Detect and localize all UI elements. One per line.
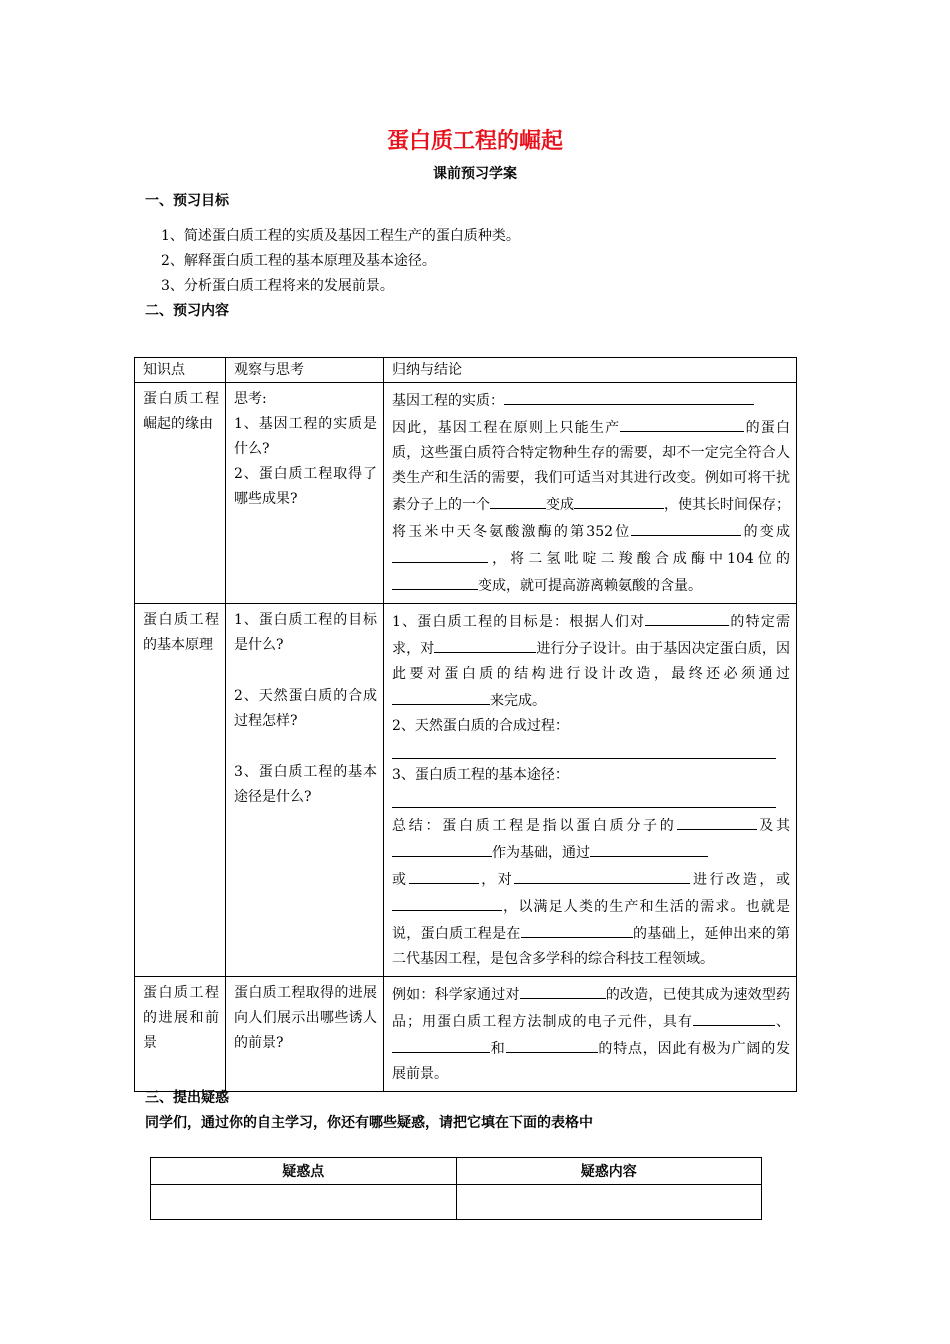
fill-blank[interactable] (434, 635, 536, 653)
fill-blank[interactable] (693, 1008, 775, 1026)
fill-blank[interactable] (392, 1035, 490, 1053)
table-row (135, 977, 797, 1092)
goal-item: 1、简述蛋白质工程的实质及基因工程生产的蛋白质种类。 (161, 228, 520, 244)
section-heading-content: 二、预习内容 (145, 303, 229, 319)
table-row (135, 604, 797, 977)
fill-blank[interactable] (631, 518, 741, 536)
fill-blank[interactable] (521, 920, 633, 938)
fill-blank[interactable] (574, 491, 664, 509)
fill-line[interactable] (392, 790, 776, 808)
fill-blank[interactable] (392, 839, 492, 857)
fill-blank[interactable] (645, 608, 729, 626)
topic-cell: 蛋白质工程崛起的缘由 (135, 383, 226, 604)
topic-cell: 蛋白质工程的进展和前景 (135, 977, 226, 1092)
fill-blank[interactable] (504, 387, 754, 405)
conclusion-cell: 例如：科学家通过对 的改造，已使其成为速效型药品；用蛋白质工程方法制成的电子元件，具有 、和 的特点，因此有极为广阔的发展前景。 (384, 977, 797, 1092)
fill-blank[interactable] (409, 866, 479, 884)
table-header-row (151, 1158, 762, 1185)
think-cell (226, 383, 384, 604)
document-subtitle: 课前预习学案 (433, 166, 517, 182)
goal-item: 3、分析蛋白质工程将来的发展前景。 (161, 278, 394, 294)
fill-line[interactable] (392, 741, 776, 759)
think-question: 3、蛋白质工程的基本途径是什么? (234, 764, 377, 805)
document-title: 蛋白质工程的崛起 (386, 129, 563, 154)
think-cell: 蛋白质工程取得的进展向人们展示出哪些诱人的前景? (226, 977, 384, 1092)
fill-blank[interactable] (520, 981, 606, 999)
section-heading-goals: 一、预习目标 (145, 193, 229, 209)
goal-item: 2、解释蛋白质工程的基本原理及基本途径。 (161, 253, 436, 269)
question-point-cell[interactable] (151, 1185, 457, 1220)
table-row (151, 1185, 762, 1220)
think-question: 2、天然蛋白质的合成过程怎样? (234, 688, 377, 729)
header-question-point: 疑惑点 (151, 1158, 457, 1185)
section-heading-questions: 三、提出疑惑 (145, 1090, 229, 1106)
think-cell (226, 604, 384, 977)
fill-blank[interactable] (490, 491, 546, 509)
fill-blank[interactable] (506, 1035, 598, 1053)
fill-blank[interactable] (620, 414, 744, 432)
think-title: 思考: (234, 391, 267, 407)
conclusion-cell: 1、蛋白质工程的目标是：根据人们对 的特定需求，对 进行分子设计。由于基因决定蛋白质，因此要对蛋白质的结构进行设计改造，最终还必须通过来完成。 2、天然蛋白质的合成过程： 3、蛋白质工程的基本途径： 总结：蛋白质工程是指以蛋白质分子的 及其作为基础，通过 或 ，对 进行改造，或，以满足人类的生产和生活的需求。也就是说，蛋白质工程是在 的基础上，延伸出来的第二代基因工程，是包含多学科的综合科技工程领域。 (384, 604, 797, 977)
table-row (135, 383, 797, 604)
think-question: 1、基因工程的实质是什么? (234, 416, 377, 457)
fill-blank[interactable] (514, 866, 690, 884)
question-content-cell[interactable] (456, 1185, 762, 1220)
questions-table (150, 1157, 762, 1220)
preview-content-table (134, 357, 797, 1092)
table-header-row (135, 358, 797, 383)
fill-blank[interactable] (590, 839, 708, 857)
header-topic: 知识点 (135, 358, 226, 383)
fill-blank[interactable] (392, 687, 490, 705)
conclusion-cell: 基因工程的实质： 因此，基因工程在原则上只能生产 的蛋白质，这些蛋白质符合特定物种生存的需要，却不一定完全符合人类生产和生活的需要，我们可适当对其进行改变。例如可将干扰素分子上的一个 变成 ，使其长时间保存；将玉米中天冬氨酸激酶的第352位 的变成，将二氢吡啶二羧酸合成酶中104位的变成，就可提高游离赖氨酸的含量。 (384, 383, 797, 604)
fill-blank[interactable] (677, 812, 757, 830)
header-observe: 观察与思考 (226, 358, 384, 383)
think-question: 2、蛋白质工程取得了哪些成果? (234, 466, 377, 507)
fill-blank[interactable] (392, 545, 488, 563)
fill-blank[interactable] (392, 572, 478, 590)
questions-prompt: 同学们，通过你的自主学习，你还有哪些疑惑，请把它填在下面的表格中 (145, 1115, 593, 1131)
fill-blank[interactable] (392, 893, 502, 911)
header-question-content: 疑惑内容 (456, 1158, 762, 1185)
header-conclusion: 归纳与结论 (384, 358, 797, 383)
think-question: 1、蛋白质工程的目标是什么? (234, 612, 377, 653)
topic-cell: 蛋白质工程的基本原理 (135, 604, 226, 977)
